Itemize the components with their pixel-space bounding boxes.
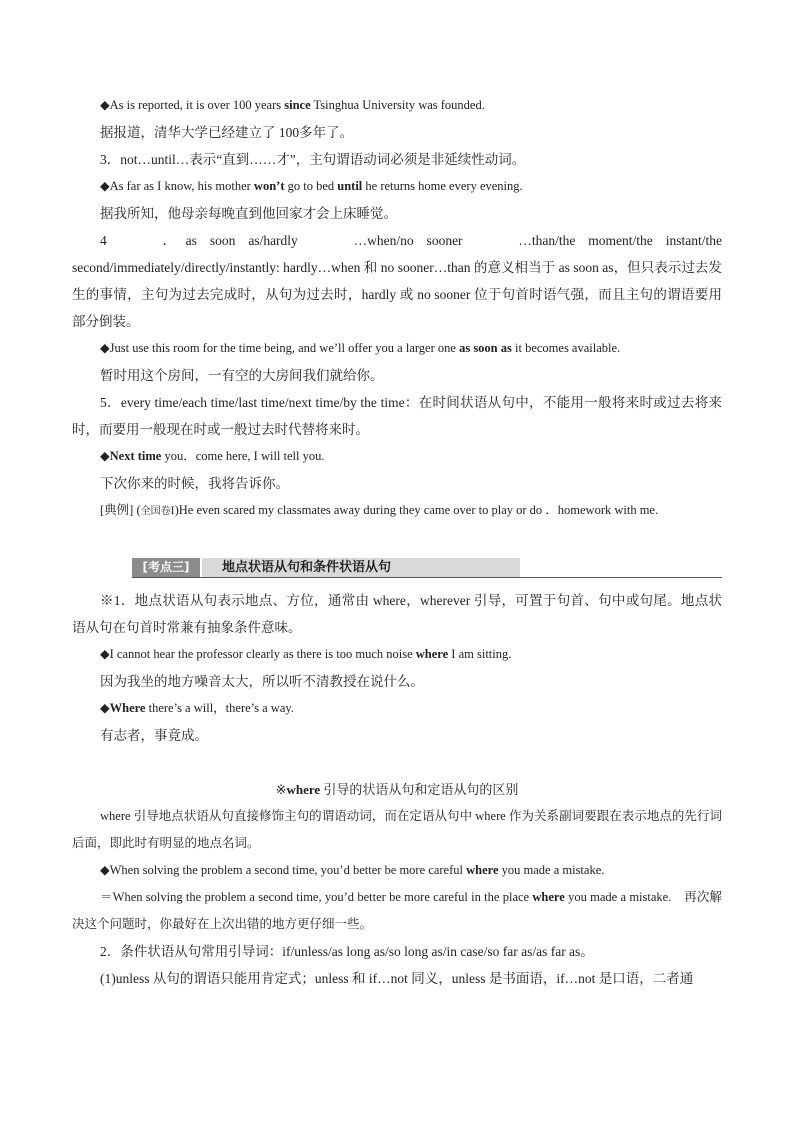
example-sentence: ◆Next time you．come here, I will tell you.	[100, 449, 325, 463]
rule-4: 4 ．as soon as/hardly …when/no sooner …than/the moment/the instant/the second/immediately/directly/instantly: hardly…when 和 no sooner…than 的意义相当于 as soon as，但只表示过去发生的事情，主句为过去完成时，从句为过去时，hardly 或 no sooner 位于句首时语气强，而且主句的谓语要用部分倒装。	[72, 233, 722, 329]
rule-3: 3．not…until…表示“直到……才”，主句谓语动词必须是非延续性动词。	[100, 152, 526, 167]
example-sentence: ◆When solving the problem a second time, you’d better be more careful where you made a mistake.	[100, 863, 605, 877]
explanation: where 引导地点状语从句直接修饰主句的谓语动词，而在定语从句中 where 作为关系副词要跟在表示地点的先行词后面，即此时有明显的地点名词。	[72, 809, 722, 850]
example-sentence: ◆Just use this room for the time being, and we’ll offer you a larger one as soon as it becomes available.	[100, 341, 621, 355]
translation: 据报道，清华大学已经建立了 100多年了。	[100, 125, 354, 140]
example-sentence: ◆As far as I know, his mother won’t go to bed until he returns home every evening.	[100, 179, 523, 193]
rule-2-1: (1)unless 从句的谓语只能用肯定式；unless 和 if…not 同义，unless 是书面语，if…not 是口语，二者通	[100, 971, 694, 986]
subsection-title: ※where 引导的状语从句和定语从句的区别	[275, 782, 519, 797]
translation: 有志者，事竟成。	[100, 728, 208, 743]
translation: 暂时用这个房间，一有空的大房间我们就给你。	[100, 368, 384, 383]
translation: 因为我坐的地方噪音太大，所以听不清教授在说什么。	[100, 674, 424, 689]
example-sentence: ◆Where there’s a will，there’s a way.	[100, 701, 294, 715]
example-sentence: ◆As is reported, it is over 100 years since Tsinghua University was founded.	[100, 98, 485, 112]
typical-example: [典例] (全国卷Ⅰ)He even scared my classmates away during they came over to play or do ．homework with me.	[100, 503, 659, 517]
section-title: 地点状语从句和条件状语从句	[202, 558, 520, 577]
section-header	[132, 558, 722, 578]
document-page	[72, 92, 722, 992]
translation: 据我所知，他母亲每晚直到他回家才会上床睡觉。	[100, 206, 397, 221]
example-sentence: ◆I cannot hear the professor clearly as there is too much noise where I am sitting.	[100, 647, 512, 661]
translation: 下次你来的时候，我将告诉你。	[100, 476, 289, 491]
rule-2: 2．条件状语从句常用引导词：if/unless/as long as/so long as/in case/so far as/as far as。	[100, 944, 594, 959]
example-sentence: ＝When solving the problem a second time, you’d better be more careful in the place where you made a mistake. 再次解决这个问题时，你最好在上次出错的地方更仔细一些。	[72, 890, 723, 931]
section-label: [考点三]	[132, 558, 200, 577]
section-underline	[132, 577, 722, 578]
rule-1: ※1．地点状语从句表示地点、方位，通常由 where，wherever 引导，可置于句首、句中或句尾。地点状语从句在句首时常兼有抽象条件意味。	[72, 593, 722, 635]
rule-5: 5．every time/each time/last time/next time/by the time：在时间状语从句中，不能用一般将来时或过去将来时，而要用一般现在时或一般过去时代替将来时。	[72, 395, 722, 437]
